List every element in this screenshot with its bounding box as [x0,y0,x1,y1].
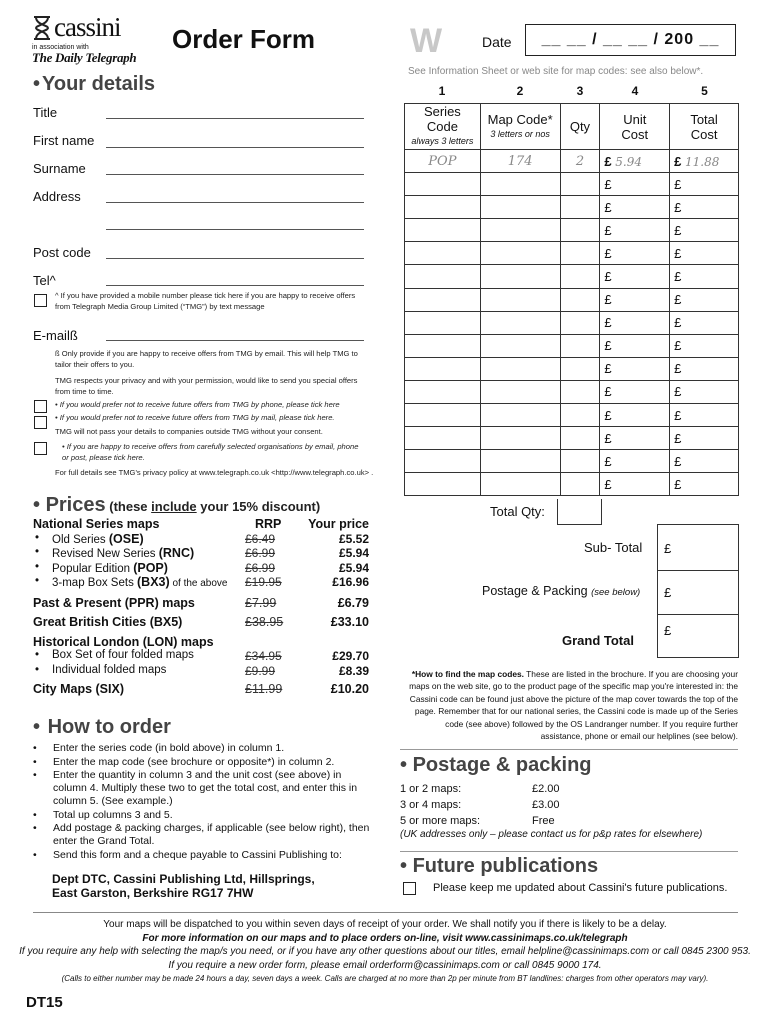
map-codes-note: *How to find the map codes. These are listed in the brochure. If you are choosing your maps on the web site, go to the product page of the specific map you're interested in: the Cassini code can be found just above the picture of the map cover towards the top of the page. Remember that for our national series, the Cassini code is made up of the Series code (see above) followed by the OS Landranger number. If you require further assistance, phone or email our helplines (see below). [409,669,738,742]
unit-cost-cell[interactable] [600,334,670,357]
map-code-cell[interactable] [480,242,560,265]
cassini-logo [32,14,142,64]
map-code-cell[interactable] [480,450,560,473]
price-row: • Old Series (OSE) £6.49 £5.52 [35,531,369,546]
pound-sign: £ [674,292,682,308]
qty-cell[interactable] [560,173,600,196]
series-code-cell[interactable] [405,265,481,288]
logo-wordmark: cassini [54,12,121,42]
pound-sign: £ [674,476,682,492]
series-code-cell[interactable] [405,311,481,334]
how-step: • Send this form and a cheque payable to Cassini Publishing to: [33,849,373,862]
example-row [405,150,739,173]
order-row [405,380,739,403]
col-rrp: RRP [255,517,282,531]
unit-cost-cell[interactable] [600,219,670,242]
qty-cell[interactable] [560,196,600,219]
privacy-policy-link[interactable]: For full details see TMG's privacy policy at www.telegraph.co.uk <http://www.telegraph.co.uk> . [55,468,374,477]
unit-cost-cell[interactable] [600,311,670,334]
price-row: • Revised New Series (RNC) £6.99 £5.94 [35,546,369,560]
qty-cell[interactable] [560,427,600,450]
map-code-cell[interactable] [480,173,560,196]
map-code-cell[interactable] [480,196,560,219]
six-row: City Maps (SIX) £11.99 £10.20 [33,682,369,696]
qty-cell[interactable] [560,288,600,311]
footer-line-3: If you require any help with selecting the map/s you need, or if you have any other questions about our titles, email helpline@cassinimaps.com or call 0845 2300 953. [19,946,751,957]
your-details-heading: • Your details [33,73,156,95]
first-name-field[interactable] [106,147,364,148]
series-code-cell[interactable] [405,173,481,196]
total-cost-cell[interactable] [670,242,739,265]
total-cost-cell[interactable] [670,473,739,496]
price-row: • 3-map Box Sets (BX3) of the above £19.95 £16.96 [35,575,369,589]
map-code-cell[interactable] [480,404,560,427]
unit-cost-cell[interactable] [600,473,670,496]
series-code-cell[interactable] [405,380,481,403]
pound-sign: £ [674,269,682,285]
unit-cost-cell[interactable] [600,380,670,403]
opt-partners-checkbox[interactable] [34,442,47,455]
pound-sign: £ [604,361,612,377]
map-code-cell[interactable] [480,334,560,357]
how-step: • Enter the map code (see brochure or opposite*) in column 2. [33,756,373,769]
opt-mail-text: • If you would prefer not to receive future offers from TMG by mail, please tick here. [55,413,335,422]
email-field[interactable] [106,340,364,341]
order-row [405,450,739,473]
qty-cell[interactable] [560,404,600,427]
pound-sign: £ [674,407,682,423]
first-name-label: First name [33,133,95,148]
order-row [405,219,739,242]
grand-total-label: Grand Total [562,633,634,648]
no-pass-note: TMG will not pass your details to companies outside TMG without your consent. [55,427,323,436]
example-qty: 2 [560,150,600,173]
pound-sign: £ [674,245,682,261]
unit-cost-cell[interactable] [600,196,670,219]
map-code-cell[interactable] [480,473,560,496]
daily-telegraph-logo: The Daily Telegraph [32,50,137,65]
footer-line-4: If you require a new order form, please email orderform@cassinimaps.com or call 0845 9000 174. [168,959,602,971]
pound-sign: £ [604,176,612,192]
unit-cost-cell[interactable] [600,450,670,473]
series-code-cell[interactable] [405,404,481,427]
title-label: Title [33,105,58,120]
order-row [405,404,739,427]
total-cost-cell[interactable] [670,196,739,219]
opt-partners-text: • If you are happy to receive offers from carefully selected organisations by email, phone or post, please tick here. [62,442,359,462]
qty-cell[interactable] [560,334,600,357]
how-to-order-steps [33,742,373,862]
header-map-code: Map Code* 3 letters or nos [480,104,560,150]
postage-rate-row: 1 or 2 maps: £2.00 [400,783,560,795]
address-label: Address [33,189,81,204]
order-row [405,288,739,311]
subtotal-field[interactable]: £ [658,525,738,571]
map-code-cell[interactable] [480,265,560,288]
header-series-code: Series Code always 3 letters [405,104,481,150]
pound-sign: £ [604,338,612,354]
qty-cell[interactable] [560,265,600,288]
series-code-cell[interactable] [405,196,481,219]
pound-sign: £ [674,384,682,400]
watermark: W [410,22,443,60]
pound-sign: £ [604,222,612,238]
email-label: E-mailß [33,328,78,343]
future-heading: • Future publications [400,855,599,877]
colnum-2: 2 [516,84,524,98]
series-code-cell[interactable] [405,427,481,450]
pound-sign: £ [604,453,612,469]
postcode-field[interactable] [106,258,364,259]
pound-sign: £ [604,292,612,308]
total-cost-cell[interactable] [670,334,739,357]
order-row [405,242,739,265]
total-cost-cell[interactable] [670,427,739,450]
map-code-cell[interactable] [480,288,560,311]
unit-cost-cell[interactable] [600,288,670,311]
how-step: • Enter the quantity in column 3 and the unit cost (see above) in column 4. Multiply these two to get the total cost, and enter this in column 5. (See example.) [33,769,373,808]
order-table [404,103,739,496]
map-code-cell[interactable] [480,427,560,450]
totals-box [657,524,739,658]
lon-heading: Historical London (LON) maps [33,634,214,649]
postage-rate-row: 3 or 4 maps: £3.00 [400,799,560,811]
total-cost-cell[interactable] [670,357,739,380]
surname-field[interactable] [106,174,364,175]
association-text: in association with [32,44,89,51]
pound-sign: £ [604,245,612,261]
privacy-note: TMG respects your privacy and with your permission, would like to send you special offers from time to time. [55,376,358,396]
divider [400,851,738,852]
pound-sign: £ [604,407,612,423]
map-code-cell[interactable] [480,311,560,334]
hourglass-icon [32,16,52,40]
colnum-5: 5 [701,84,708,98]
unit-cost-cell[interactable] [600,173,670,196]
series-code-cell[interactable] [405,242,481,265]
order-row [405,173,739,196]
unit-cost-cell[interactable] [600,265,670,288]
example-unit: £ 5.94 [600,150,670,173]
price-row: • Popular Edition (POP) £6.99 £5.94 [35,560,369,575]
send-address: Dept DTC, Cassini Publishing Ltd, Hillsprings, East Garston, Berkshire RG17 7HW [52,872,315,900]
series-code-cell[interactable] [405,450,481,473]
opt-mail-checkbox[interactable] [34,416,47,429]
header-unit-cost: Unit Cost [600,104,670,150]
email-note: ß Only provide if you are happy to receive offers from TMG by email. This will help TMG to tailor their offers to you. [55,349,358,369]
postage-rates [400,781,600,829]
surname-label: Surname [33,161,86,176]
example-total: £ 11.88 [670,150,739,173]
order-row [405,334,739,357]
gbc-row: Great British Cities (BX5) £38.95 £33.10 [33,615,369,629]
pound-sign: £ [674,315,682,331]
footer [0,918,770,986]
date-template: __ __ / __ __ / 200 __ [541,31,720,48]
map-code-cell[interactable] [480,380,560,403]
footer-divider [33,912,738,913]
date-label: Date [482,34,512,50]
how-step: • Add postage & packing charges, if applicable (see below right), then enter the Grand Total. [33,822,373,848]
address-field-2[interactable] [106,229,364,230]
pound-sign: £ [674,453,682,469]
total-cost-cell[interactable] [670,311,739,334]
colnum-1: 1 [438,84,446,98]
postage-note: (UK addresses only – please contact us for p&p rates for elsewhere) [400,829,703,840]
price-row: • Box Set of four folded maps £34.95 £29.70 [35,649,369,663]
pound-sign: £ [674,222,682,238]
total-cost-cell[interactable] [670,380,739,403]
how-step: • Enter the series code (in bold above) in column 1. [33,742,373,755]
total-qty-label: Total Qty: [490,504,545,519]
qty-cell[interactable] [560,473,600,496]
opt-phone-checkbox[interactable] [34,400,47,413]
tel-label: Tel^ [33,273,56,288]
prices-header-row [33,517,369,532]
map-code-cell[interactable] [480,219,560,242]
opt-phone-text: • If you would prefer not to receive future offers from TMG by phone, please tick here [55,400,340,409]
address-field-1[interactable] [106,202,364,203]
unit-cost-cell[interactable] [600,357,670,380]
pound-sign: £ [674,338,682,354]
postage-field[interactable]: £ [658,571,738,615]
total-cost-cell[interactable] [670,265,739,288]
price-row: • Individual folded maps £9.99 £8.39 [35,663,369,678]
order-row [405,311,739,334]
total-qty-field[interactable] [557,499,602,525]
map-code-cell[interactable] [480,357,560,380]
qty-cell[interactable] [560,311,600,334]
pound-sign: £ [674,199,682,215]
total-cost-cell[interactable] [670,219,739,242]
prices-list [33,517,369,697]
header-total-cost: Total Cost [670,104,739,150]
unit-cost-cell[interactable] [600,404,670,427]
title-field[interactable] [106,118,364,119]
subtotal-label: Sub- Total [584,540,643,555]
grand-total-field[interactable]: £ [664,623,672,638]
tel-field[interactable] [106,285,364,286]
footer-line-5: (Calls to either number may be made 24 hours a day, seven days a week. Calls are charged at no more than 2p per minute from BT landlines: charges from other operators may vary). [61,974,709,983]
pound-sign: £ [604,315,612,331]
how-to-order-heading: • How to order [33,716,171,738]
prices-heading: • Prices (these include your 15% discount) [33,494,321,516]
qty-cell[interactable] [560,219,600,242]
pound-sign: £ [604,199,612,215]
series-code-cell[interactable] [405,357,481,380]
header-qty: Qty [560,104,600,150]
series-code-cell[interactable] [405,219,481,242]
unit-cost-cell[interactable] [600,242,670,265]
national-series-heading: National Series maps [33,517,160,531]
pound-sign: £ [604,269,612,285]
series-code-cell[interactable] [405,334,481,357]
total-cost-cell[interactable] [670,404,739,427]
tel-note: ^ If you have provided a mobile number please tick here if you are happy to receive offers from Telegraph Media Group Limited (“TMG”) by text message [55,291,356,311]
postage-label: Postage & Packing (see below) [482,584,641,598]
info-note: See Information Sheet or web site for map codes: see also below*. [408,66,704,77]
total-cost-cell[interactable] [670,450,739,473]
footer-line-1: Your maps will be dispatched to you within seven days of receipt of your order. We shall notify you if there is likely to be a delay. [103,919,667,930]
total-cost-cell[interactable] [670,288,739,311]
postcode-label: Post code [33,245,91,260]
future-updates-label: Please keep me updated about Cassini's future publications. [433,882,728,894]
col-your-price: Your price [308,517,369,531]
qty-cell[interactable] [560,357,600,380]
order-row [405,473,739,496]
postage-rate-row: 5 or more maps: Free [400,815,555,827]
series-code-cell[interactable] [405,288,481,311]
ppr-row: Past & Present (PPR) maps £7.99 £6.79 [33,595,369,610]
unit-cost-cell[interactable] [600,427,670,450]
qty-cell[interactable] [560,242,600,265]
order-row [405,427,739,450]
order-row [405,196,739,219]
footer-line-2: For more information on our maps and to place orders on-line, visit www.cassinimaps.co.uk/telegraph [142,932,628,944]
total-cost-cell[interactable] [670,173,739,196]
pound-sign: £ [604,430,612,446]
how-step: • Total up columns 3 and 5. [33,809,373,822]
divider [400,749,738,750]
pound-sign: £ [674,176,682,192]
pound-sign: £ [674,430,682,446]
colnum-3: 3 [576,84,584,98]
example-series: POP [405,150,481,173]
date-field[interactable] [525,24,736,56]
cassini-logo-text [32,14,142,41]
postage-heading: • Postage & packing [400,754,592,776]
order-row [405,265,739,288]
pound-sign: £ [604,384,612,400]
column-numbers [404,84,739,98]
qty-cell[interactable] [560,450,600,473]
series-code-cell[interactable] [405,473,481,496]
example-map: 174 [480,150,560,173]
tel-sms-checkbox[interactable] [34,294,47,307]
qty-cell[interactable] [560,380,600,403]
colnum-4: 4 [631,84,639,98]
future-updates-checkbox[interactable] [403,882,416,895]
order-row [405,357,739,380]
order-table-header [405,104,739,150]
page-title: Order Form [172,24,316,54]
pound-sign: £ [604,476,612,492]
pound-sign: £ [674,361,682,377]
form-code: DT15 [26,994,63,1011]
